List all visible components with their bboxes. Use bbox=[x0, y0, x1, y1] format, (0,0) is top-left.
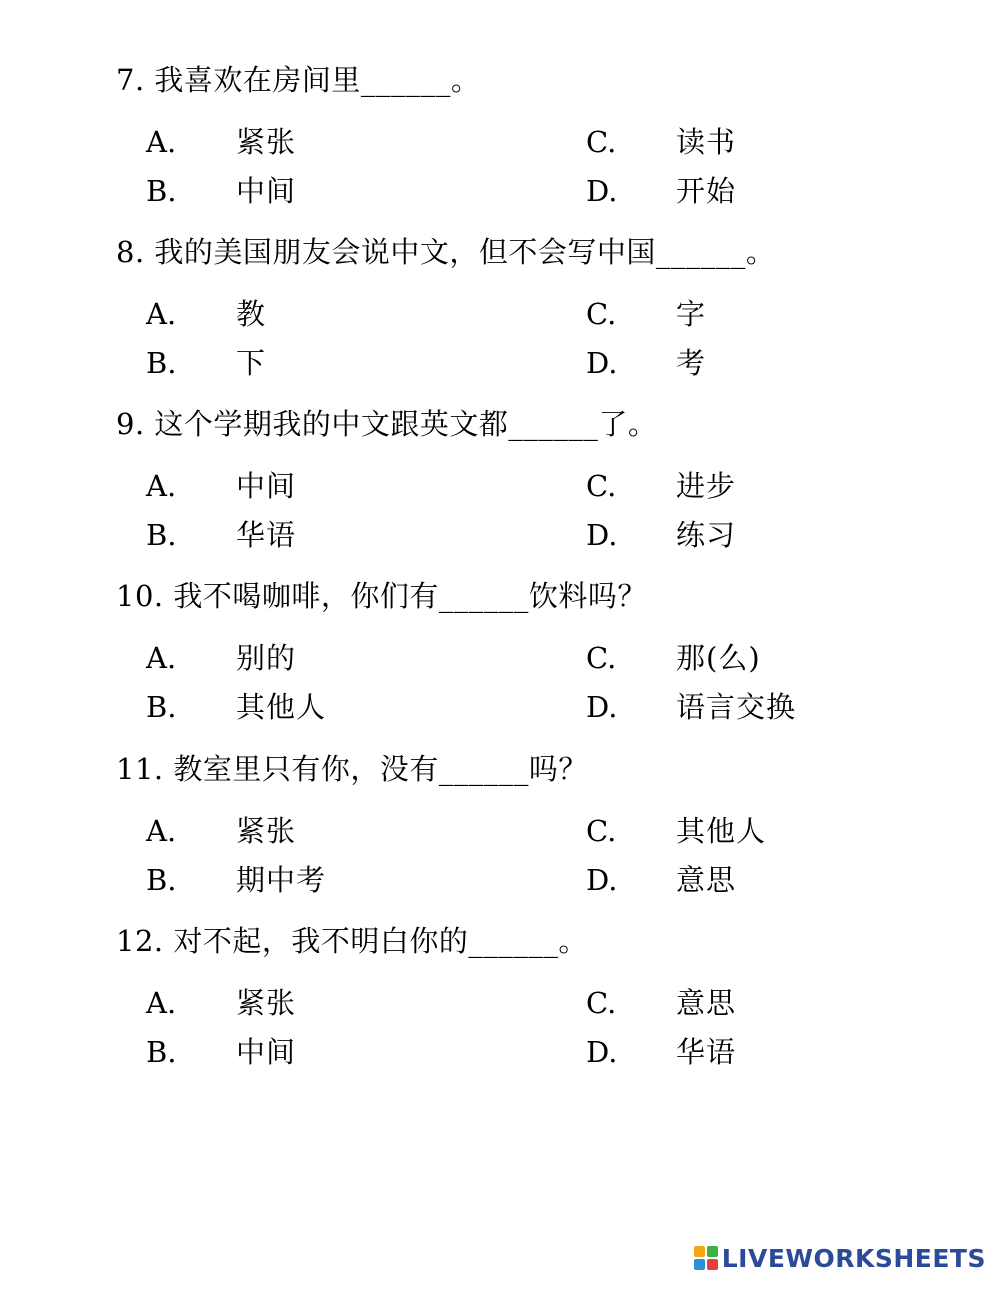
option-letter: B. bbox=[146, 518, 177, 552]
option-letter: A. bbox=[146, 814, 177, 848]
option-letter: B. bbox=[146, 174, 177, 208]
option-letter: D. bbox=[586, 863, 618, 897]
option-letter: C. bbox=[586, 297, 617, 331]
question-prompt: 8. 我的美国朋友会说中文，但不会写中国______。 bbox=[116, 235, 776, 269]
options-group bbox=[116, 124, 976, 222]
option-text: 别的 bbox=[236, 641, 297, 675]
option-letter: A. bbox=[146, 641, 177, 675]
question-prompt: 12. 对不起，我不明白你的______。 bbox=[116, 924, 588, 958]
option-text: 中间 bbox=[236, 1035, 297, 1069]
options-group bbox=[116, 985, 976, 1083]
question-9 bbox=[116, 406, 976, 566]
option-letter: A. bbox=[146, 986, 177, 1020]
question-12 bbox=[116, 923, 976, 1083]
question-10 bbox=[116, 578, 976, 738]
option-letter: C. bbox=[586, 125, 617, 159]
option-text: 读书 bbox=[676, 125, 737, 159]
option-text: 紧张 bbox=[236, 814, 297, 848]
option-letter: B. bbox=[146, 863, 177, 897]
option-text: 华语 bbox=[676, 1035, 737, 1069]
option-text: 中间 bbox=[236, 469, 297, 503]
question-11 bbox=[116, 751, 976, 911]
option-text: 其他人 bbox=[236, 690, 327, 724]
options-group bbox=[116, 296, 976, 394]
option-text: 紧张 bbox=[236, 986, 297, 1020]
option-text: 意思 bbox=[676, 986, 737, 1020]
option-text: 中间 bbox=[236, 174, 297, 208]
option-text: 教 bbox=[236, 297, 267, 331]
options-group bbox=[116, 813, 976, 911]
option-letter: A. bbox=[146, 469, 177, 503]
option-text: 下 bbox=[236, 346, 267, 380]
option-letter: D. bbox=[586, 346, 618, 380]
options-group bbox=[116, 640, 976, 738]
question-prompt: 10. 我不喝咖啡，你们有______饮料吗？ bbox=[116, 579, 647, 613]
question-prompt: 9. 这个学期我的中文跟英文都______了。 bbox=[116, 407, 658, 441]
option-letter: D. bbox=[586, 690, 618, 724]
option-letter: A. bbox=[146, 297, 177, 331]
option-text: 考 bbox=[676, 346, 707, 380]
option-text: 字 bbox=[676, 297, 707, 331]
option-letter: D. bbox=[586, 1035, 618, 1069]
option-letter: C. bbox=[586, 814, 617, 848]
option-letter: C. bbox=[586, 641, 617, 675]
option-text: 开始 bbox=[676, 174, 737, 208]
question-8 bbox=[116, 234, 976, 394]
question-7 bbox=[116, 62, 976, 222]
option-text: 语言交换 bbox=[676, 690, 797, 724]
options-group bbox=[116, 468, 976, 566]
liveworksheets-branding[interactable] bbox=[694, 1242, 986, 1274]
brand-name: LIVEWORKSHEETS bbox=[721, 1243, 986, 1273]
option-letter: B. bbox=[146, 1035, 177, 1069]
option-letter: D. bbox=[586, 174, 618, 208]
option-letter: B. bbox=[146, 690, 177, 724]
question-prompt: 11. 教室里只有你，没有______吗？ bbox=[116, 752, 588, 786]
liveworksheets-logo-icon bbox=[694, 1246, 718, 1270]
option-text: 那(么) bbox=[676, 641, 761, 675]
option-letter: C. bbox=[586, 469, 617, 503]
option-text: 练习 bbox=[676, 518, 737, 552]
option-text: 紧张 bbox=[236, 125, 297, 159]
option-text: 进步 bbox=[676, 469, 737, 503]
option-text: 期中考 bbox=[236, 863, 327, 897]
option-letter: B. bbox=[146, 346, 177, 380]
option-letter: D. bbox=[586, 518, 618, 552]
option-letter: C. bbox=[586, 986, 617, 1020]
option-text: 其他人 bbox=[676, 814, 767, 848]
option-text: 华语 bbox=[236, 518, 297, 552]
option-text: 意思 bbox=[676, 863, 737, 897]
question-prompt: 7. 我喜欢在房间里______。 bbox=[116, 63, 481, 97]
option-letter: A. bbox=[146, 125, 177, 159]
